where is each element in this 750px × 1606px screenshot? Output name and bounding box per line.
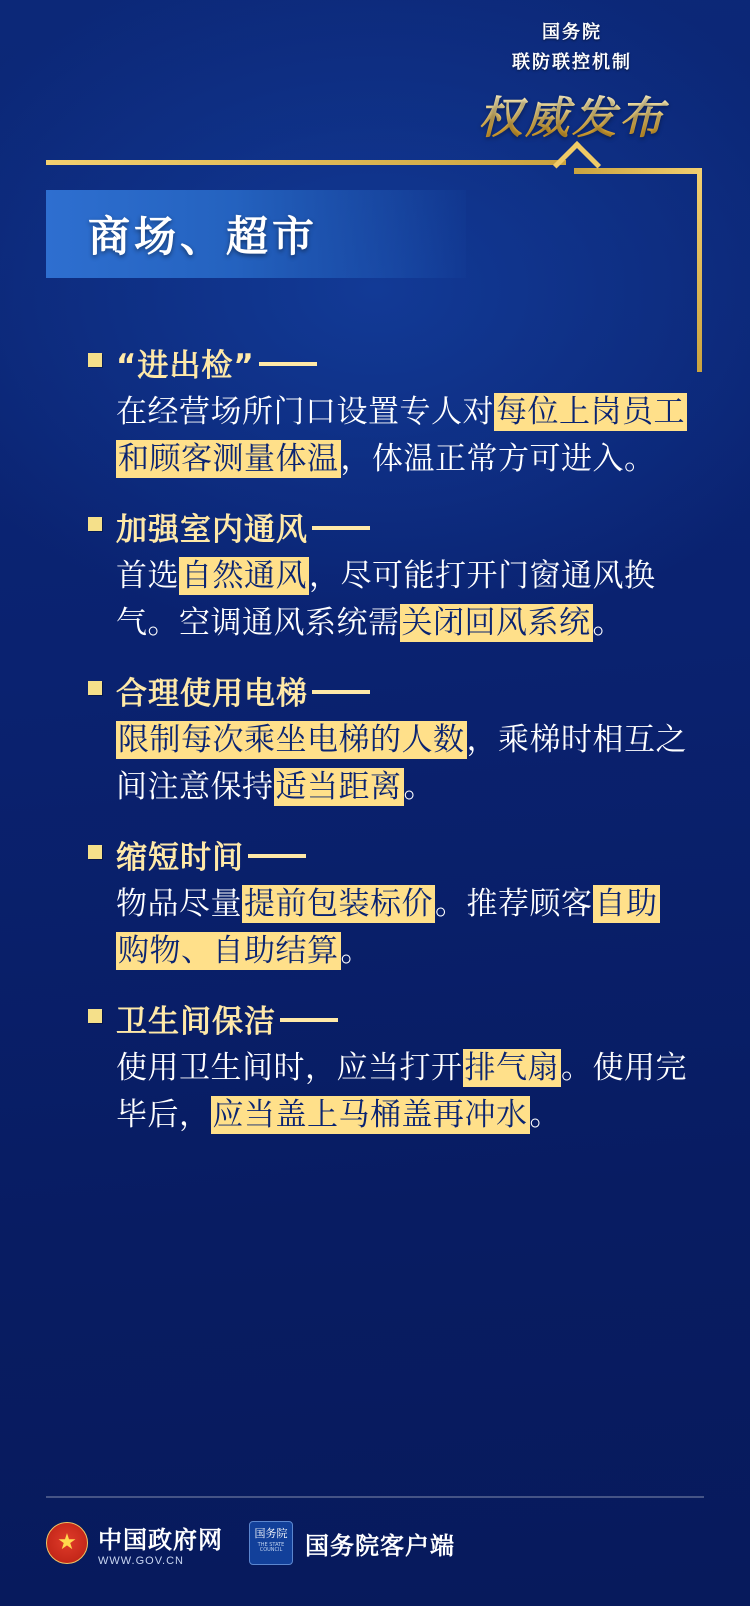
list-item-body [116, 1045, 688, 1138]
list-item-header [88, 504, 688, 549]
gov-site-url: WWW.GOV.CN [98, 1554, 184, 1567]
body-text: 。推荐顾客 [435, 886, 593, 922]
list-item-header [88, 668, 688, 713]
body-text: 物品尽量 [116, 886, 242, 922]
list-item-title-text: “进出检” [116, 348, 255, 384]
body-text: ，乘梯时相互之间注意保持 [116, 722, 687, 805]
list-item-header [88, 340, 688, 385]
highlighted-text: 自然通风 [181, 558, 307, 594]
list-item-title-text: 缩短时间 [116, 840, 244, 876]
gov-site-name: 中国政府网 [98, 1525, 223, 1554]
square-bullet-icon [88, 353, 102, 367]
masthead-org-line2: 联防联控机制 [512, 52, 632, 73]
gold-arrow-icon [553, 141, 601, 189]
list-item-title-text: 卫生间保洁 [116, 1004, 276, 1040]
body-text: 使用卫生间时，应当打开 [116, 1050, 463, 1086]
guideline-list [88, 340, 688, 1160]
highlighted-text: 关闭回风系统 [401, 604, 591, 641]
title-dash-icon [312, 690, 370, 694]
title-dash-icon [248, 854, 306, 858]
list-item [88, 832, 688, 974]
list-item-body [116, 553, 688, 646]
list-item-title [116, 504, 370, 549]
highlighted-text: 限制每次乘坐电梯的人数 [118, 722, 465, 758]
masthead-authority-title: 权威发布 [442, 82, 702, 146]
highlighted-text: 适当距离 [275, 768, 402, 805]
highlighted-text: 提前包装标价 [244, 886, 433, 922]
highlighted-text: 每位上岗员工和顾客测量体温 [118, 394, 685, 477]
app-badge-line1: 国务院 [254, 1527, 288, 1540]
highlighted-text: 自助购物、自助结算 [118, 886, 658, 969]
app-name-label: 国务院客户端 [305, 1531, 455, 1560]
footer-divider [46, 1496, 704, 1498]
body-text: 。 [592, 604, 624, 641]
masthead-org-line1: 国务院 [542, 22, 602, 43]
body-text: 首选 [116, 558, 179, 594]
list-item-title-text: 加强室内通风 [116, 512, 308, 548]
page-title: 商场、超市 [88, 212, 319, 261]
list-item-body [116, 389, 688, 482]
list-item-body [116, 881, 688, 974]
list-item-title [116, 340, 317, 385]
list-item-header [88, 996, 688, 1041]
title-band [46, 190, 466, 278]
national-emblem-icon [46, 1522, 88, 1564]
body-text: 。 [403, 768, 435, 805]
gold-rule-top [46, 160, 566, 165]
square-bullet-icon [88, 517, 102, 531]
title-dash-icon [312, 526, 370, 530]
body-text: 。使用完毕后， [116, 1050, 687, 1133]
body-text: 。 [529, 1096, 561, 1133]
list-item-title [116, 996, 338, 1041]
list-item-title [116, 668, 370, 713]
square-bullet-icon [88, 845, 102, 859]
title-dash-icon [280, 1018, 338, 1022]
list-item-header [88, 832, 688, 877]
highlighted-text: 应当盖上马桶盖再冲水 [212, 1096, 528, 1133]
square-bullet-icon [88, 681, 102, 695]
footer [46, 1514, 704, 1572]
app-badge-line2: THE STATE COUNCIL [257, 1541, 285, 1554]
body-text: 在经营场所门口设置专人对 [116, 394, 494, 430]
list-item [88, 504, 688, 646]
highlighted-text: 排气扇 [464, 1050, 559, 1086]
list-item [88, 340, 688, 482]
masthead [442, 18, 702, 146]
star-icon: ★ [57, 1529, 77, 1555]
list-item [88, 996, 688, 1138]
body-text: 。 [340, 932, 372, 969]
body-text: ，体温正常方可进入。 [340, 440, 656, 477]
list-item-title [116, 832, 306, 877]
list-item-body [116, 717, 688, 810]
list-item [88, 668, 688, 810]
body-text: ，尽可能打开门窗通风换气。空调通风系统需 [116, 558, 656, 641]
square-bullet-icon [88, 1009, 102, 1023]
gov-site-brand[interactable] [98, 1520, 223, 1567]
list-item-title-text: 合理使用电梯 [116, 676, 308, 712]
title-dash-icon [259, 362, 317, 366]
state-council-app-icon[interactable] [249, 1521, 293, 1565]
gold-rule-right [697, 172, 702, 372]
